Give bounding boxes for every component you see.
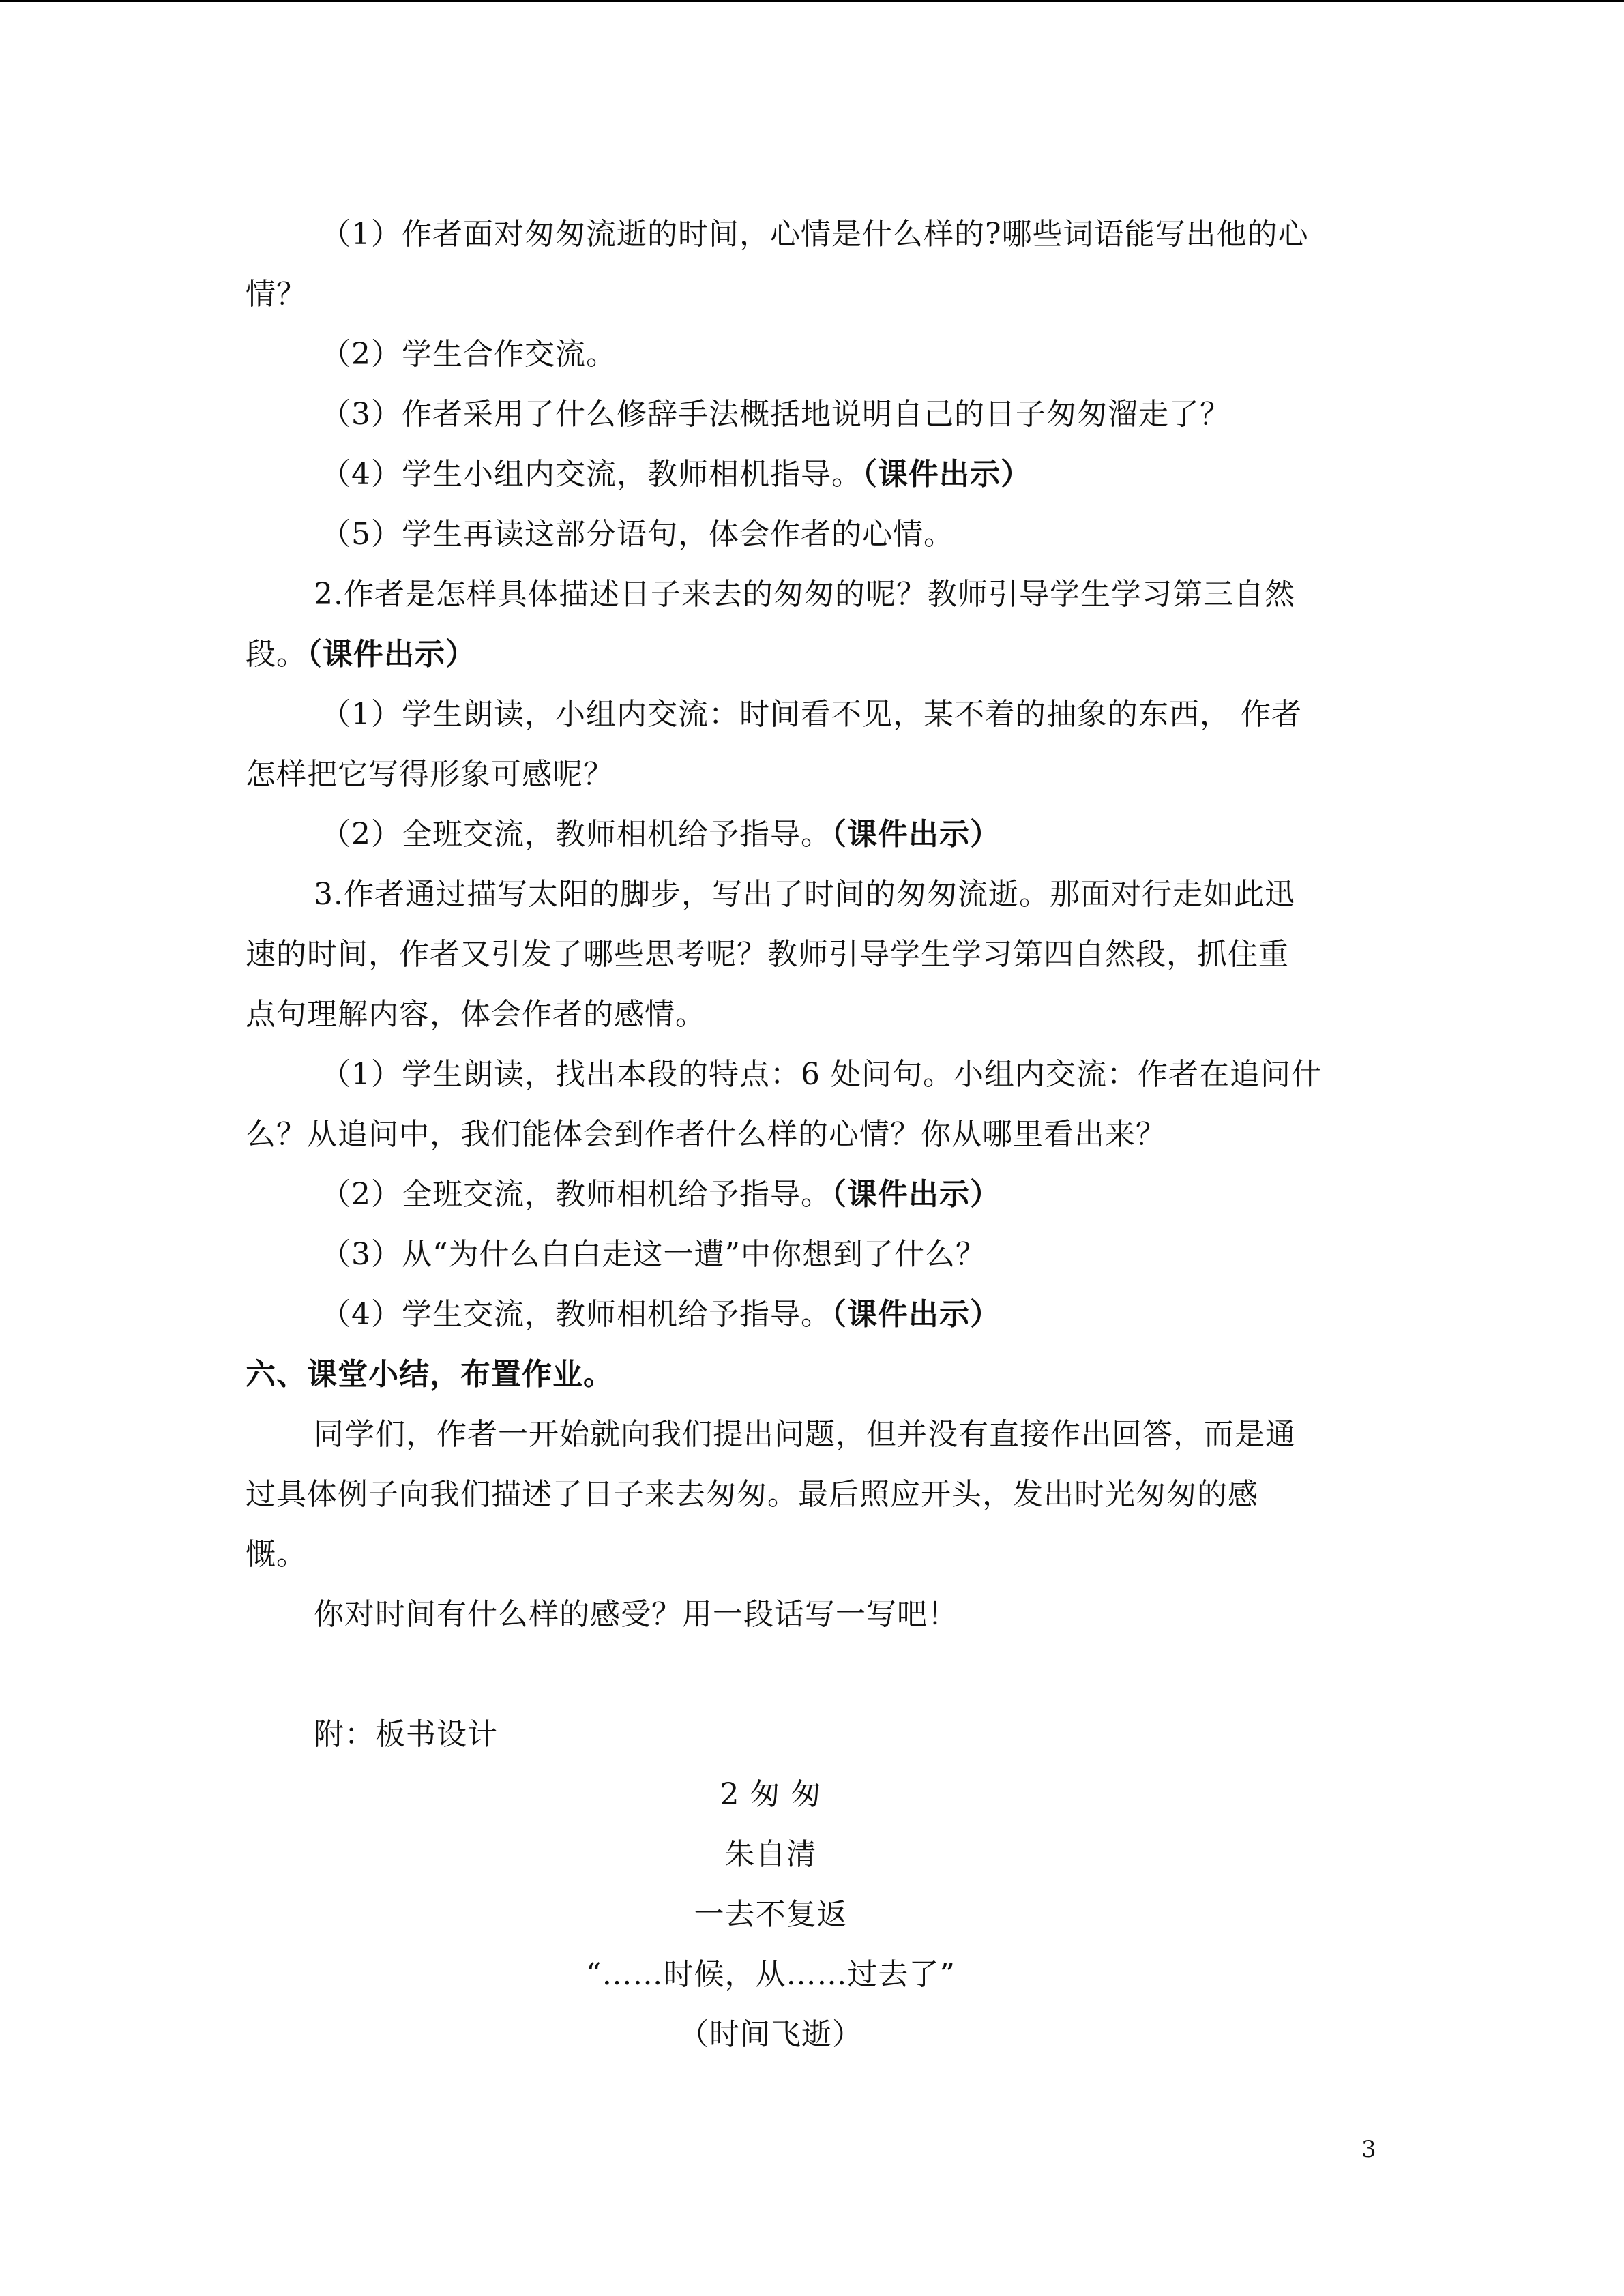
page-number: 3 — [1361, 2136, 1376, 2163]
section-6-heading: 六、课堂小结，布置作业。 — [246, 1357, 614, 1392]
question-1-line-2: 情？ — [246, 277, 307, 312]
paragraph-3-line-3: 点句理解内容，体会作者的感情。 — [246, 997, 706, 1032]
courseware-tag: （课件出示） — [831, 1177, 1001, 1212]
question-2: （2）学生合作交流。 — [321, 337, 617, 372]
paragraph-3-question-1-line-1: （1）学生朗读，找出本段的特点：6 处问句。小组内交流：作者在追问什 — [321, 1057, 1322, 1092]
paragraph-2-line-2-text: 段。 — [246, 637, 307, 672]
summary-line-3: 慨。 — [246, 1537, 307, 1572]
question-4 — [246, 445, 1378, 505]
board-design-label: 附：板书设计 — [314, 1717, 498, 1752]
paragraph-3-question-1-line-2: 么？从追问中，我们能体会到作者什么样的心情？你从哪里看出来？ — [246, 1117, 1166, 1152]
question-1-line-1: （1）作者面对匆匆流逝的时间，心情是什么样的?哪些词语能写出他的心 — [321, 217, 1309, 252]
board-design-line-2: “……时候，从……过去了” — [586, 1957, 956, 1992]
top-border — [0, 0, 1624, 2]
paragraph-3-question-3: （3）从“为什么白白走这一遭”中你想到了什么？ — [321, 1237, 986, 1272]
paragraph-3-line-1: 3.作者通过描写太阳的脚步，写出了时间的匆匆流逝。那面对行走如此迅 — [314, 877, 1295, 912]
courseware-tag: （课件出示） — [831, 1297, 1001, 1332]
courseware-tag: （课件出示） — [307, 637, 476, 672]
homework-prompt: 你对时间有什么样的感受？用一段话写一写吧！ — [314, 1597, 958, 1632]
spacer — [246, 1645, 1378, 1705]
courseware-tag: （课件出示） — [862, 457, 1031, 492]
courseware-tag: （课件出示） — [831, 817, 1001, 852]
board-design-line-1: 一去不复返 — [694, 1897, 848, 1932]
paragraph-2-question-2-text: （2）全班交流，教师相机给予指导。 — [321, 817, 831, 852]
document-page — [246, 205, 1378, 2065]
board-design-author: 朱自清 — [724, 1837, 817, 1872]
paragraph-3-question-2-text: （2）全班交流，教师相机给予指导。 — [321, 1177, 831, 1212]
question-4-text: （4）学生小组内交流，教师相机指导。 — [321, 457, 862, 492]
paragraph-2-line-1: 2.作者是怎样具体描述日子来去的匆匆的呢？教师引导学生学习第三自然 — [314, 577, 1295, 612]
board-design-title: 2 匆 匆 — [720, 1777, 822, 1812]
paragraph-3-question-2 — [246, 1165, 1378, 1225]
paragraph-2-question-1-line-2: 怎样把它写得形象可感呢？ — [246, 757, 614, 792]
paragraph-2-question-2 — [246, 805, 1378, 865]
question-3: （3）作者采用了什么修辞手法概括地说明自己的日子匆匆溜走了？ — [321, 397, 1230, 432]
paragraph-3-question-4-text: （4）学生交流，教师相机给予指导。 — [321, 1297, 831, 1332]
summary-line-1: 同学们，作者一开始就向我们提出问题，但并没有直接作出回答，而是通 — [314, 1417, 1296, 1452]
summary-line-2: 过具体例子向我们描述了日子来去匆匆。最后照应开头，发出时光匆匆的感 — [246, 1477, 1258, 1512]
paragraph-3-line-2: 速的时间，作者又引发了哪些思考呢？教师引导学生学习第四自然段，抓住重 — [246, 937, 1289, 972]
question-5: （5）学生再读这部分语句，体会作者的心情。 — [321, 517, 954, 552]
paragraph-2-question-1-line-1: （1）学生朗读，小组内交流：时间看不见，某不着的抽象的东西， 作者 — [321, 697, 1302, 732]
board-design-line-3: （时间飞逝） — [679, 2017, 863, 2052]
paragraph-3-question-4 — [246, 1285, 1378, 1345]
paragraph-2-line-2 — [246, 625, 1378, 685]
